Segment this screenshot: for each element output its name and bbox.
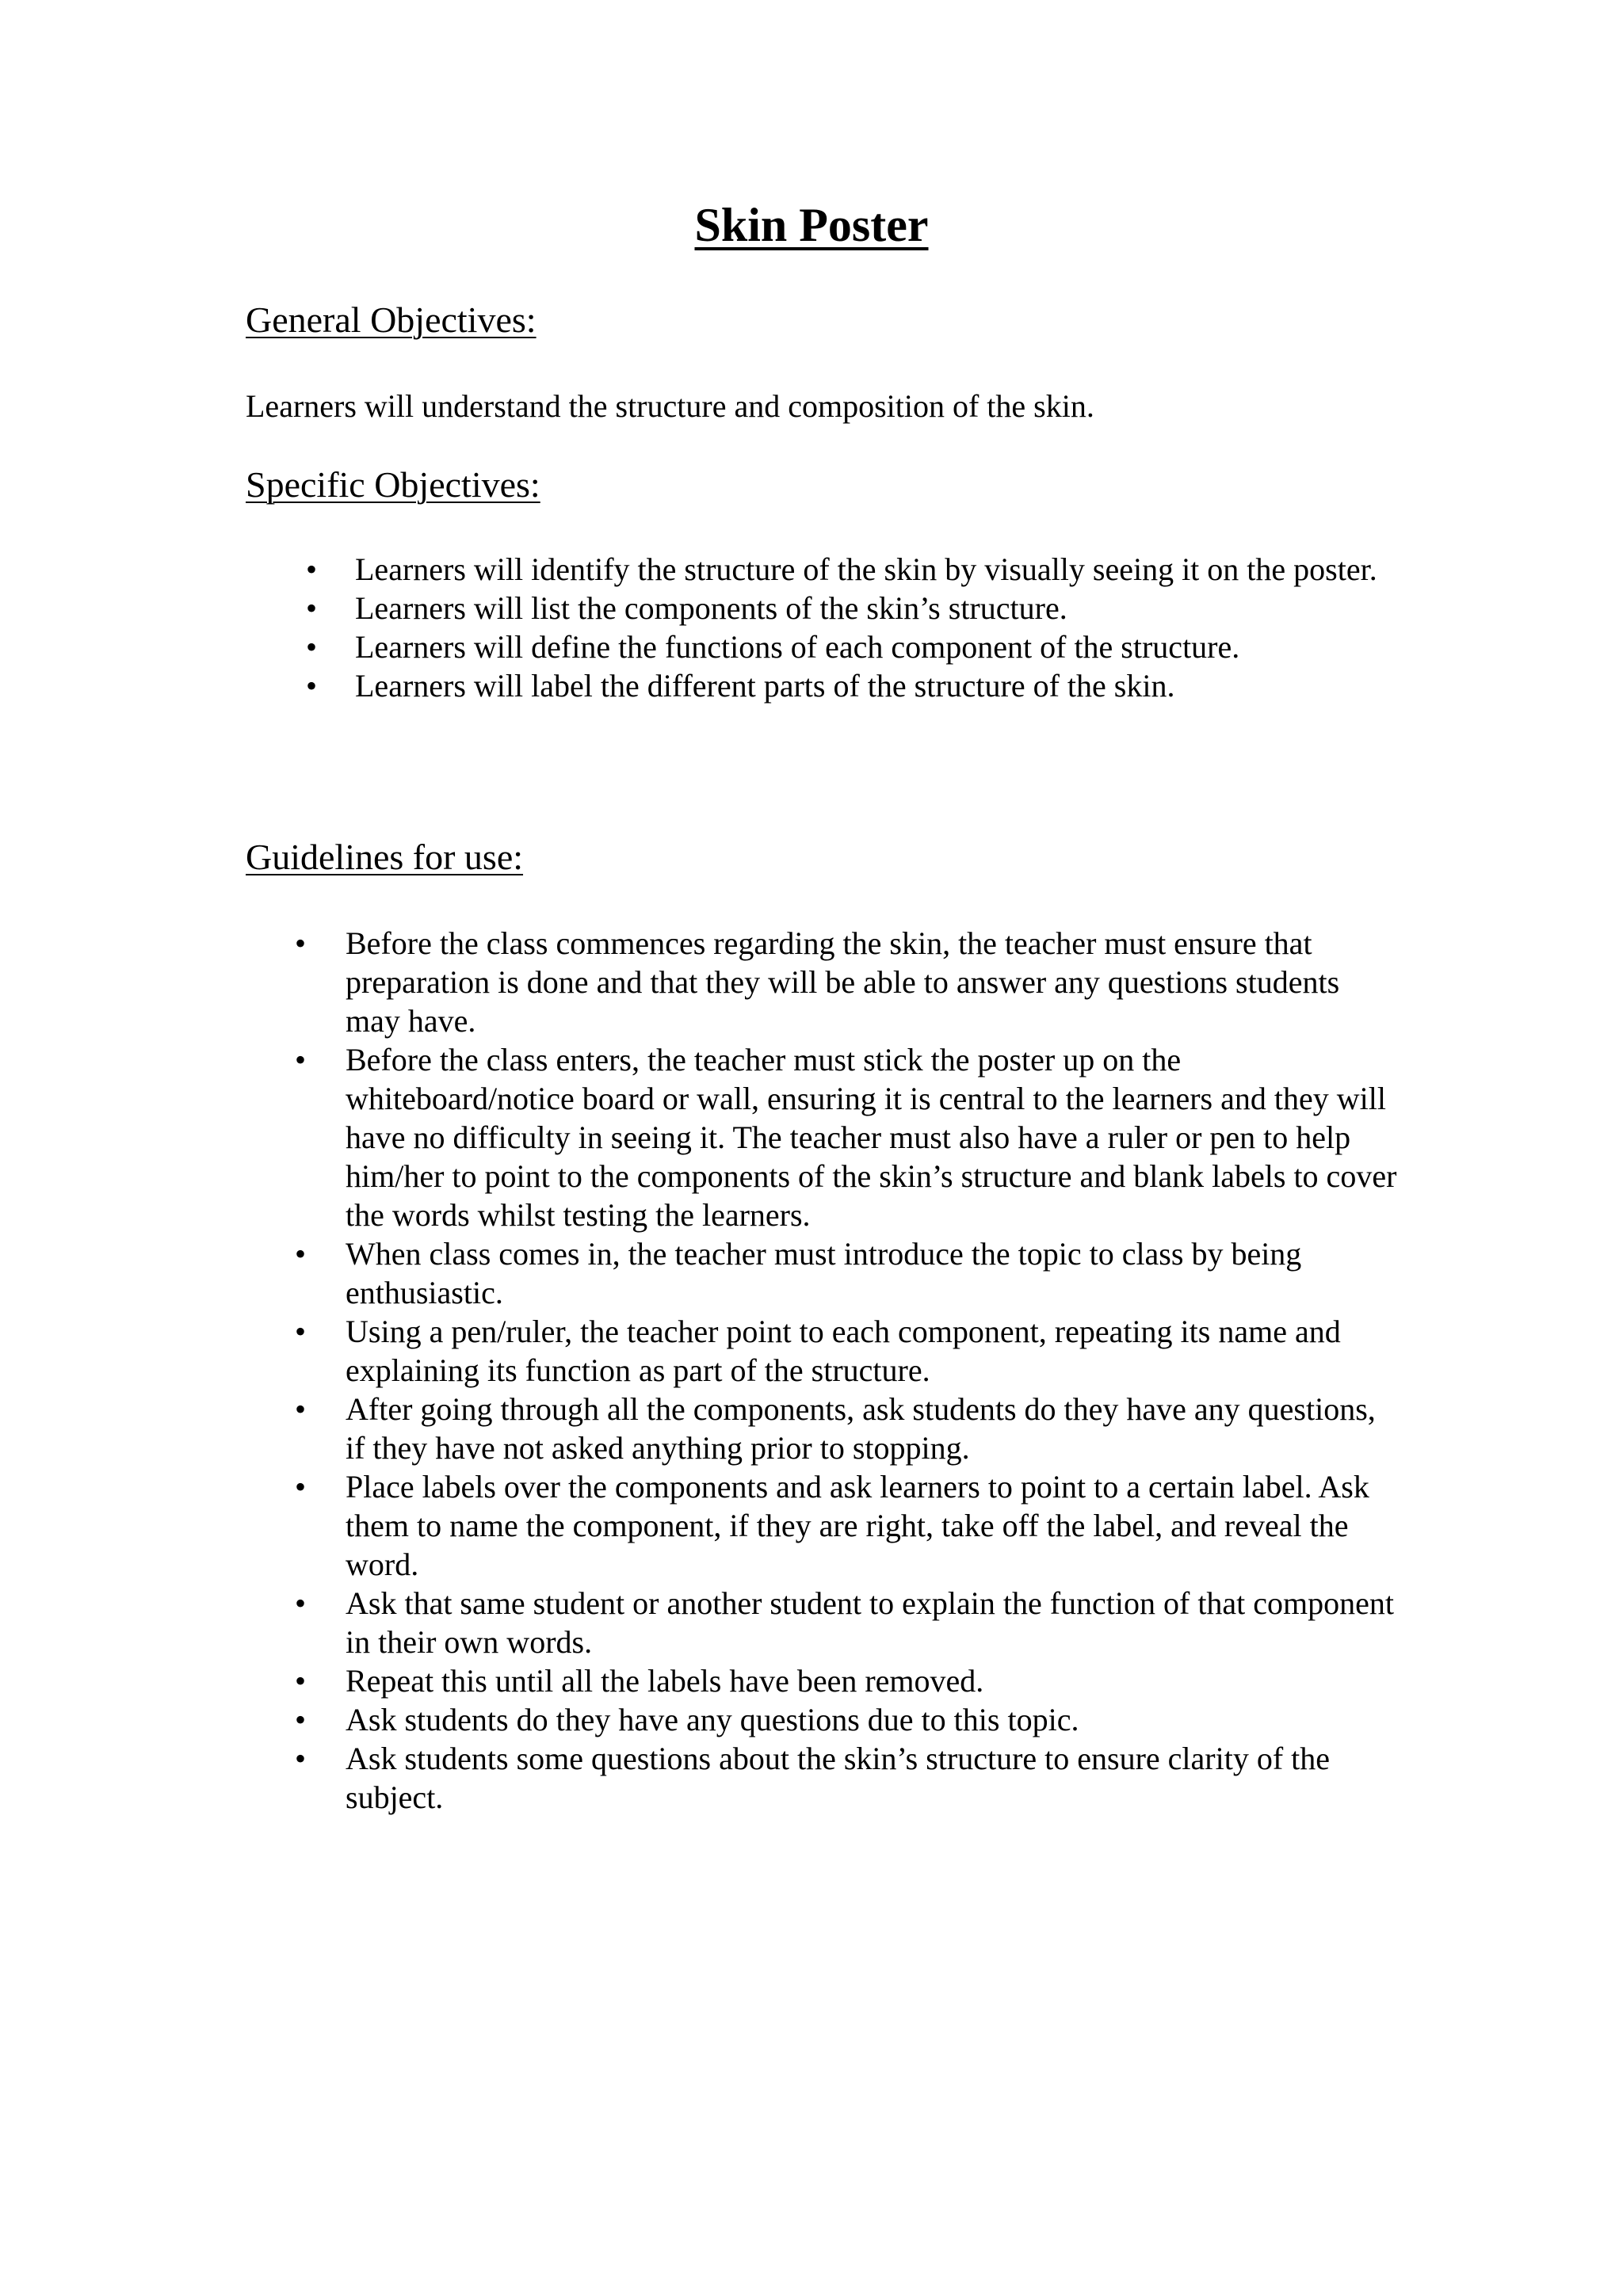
list-item-text: Learners will identify the structure of the skin by visually seeing it on the poster.	[355, 551, 1377, 587]
list-item	[295, 1312, 1400, 1390]
general-objectives-text: Learners will understand the structure and composition of the skin.	[246, 388, 1094, 424]
list-item	[295, 1661, 1400, 1700]
list-item-text: Learners will define the functions of each component of the structure.	[355, 629, 1240, 665]
bullet-icon: •	[295, 1236, 307, 1272]
list-item-text: When class comes in, the teacher must introduce the topic to class by being enthusiastic.	[346, 1236, 1302, 1310]
bullet-icon: •	[295, 1663, 307, 1699]
bullet-icon: •	[295, 1702, 307, 1737]
bullet-icon: •	[295, 1391, 307, 1427]
guidelines-list	[295, 924, 1400, 1817]
list-item	[295, 1040, 1400, 1234]
list-item	[295, 924, 1400, 1040]
bullet-icon: •	[306, 551, 318, 587]
list-item	[306, 666, 1385, 705]
bullet-icon: •	[295, 1585, 307, 1621]
specific-objectives-heading: Specific Objectives:	[246, 464, 540, 505]
list-item	[306, 627, 1385, 666]
list-item	[306, 589, 1385, 627]
list-item	[295, 1739, 1400, 1817]
list-item-text: Learners will list the components of the skin’s structure.	[355, 590, 1067, 626]
general-objectives-heading: General Objectives:	[246, 299, 537, 340]
list-item	[295, 1390, 1400, 1467]
guidelines-heading: Guidelines for use:	[246, 837, 524, 877]
list-item	[295, 1234, 1400, 1312]
list-item-text: Ask students some questions about the skin’s structure to ensure clarity of the subject.	[346, 1741, 1331, 1815]
bullet-icon: •	[295, 1314, 307, 1349]
bullet-icon: •	[295, 1469, 307, 1505]
bullet-icon: •	[295, 1042, 307, 1077]
list-item-text: Before the class commences regarding the skin, the teacher must ensure that preparation is done and that they will be able to answer any questions students may have.	[346, 925, 1340, 1039]
bullet-icon: •	[306, 629, 318, 665]
bullet-icon: •	[306, 590, 318, 626]
list-item-text: Using a pen/ruler, the teacher point to each component, repeating its name and explaining its function as part of the structure.	[346, 1314, 1341, 1388]
list-item-text: After going through all the components, ask students do they have any questions, if they have not asked anything prior to stopping.	[346, 1391, 1376, 1466]
specific-objectives-list	[306, 550, 1385, 705]
page-title: Skin Poster	[694, 199, 929, 251]
bullet-icon: •	[295, 1741, 307, 1776]
bullet-icon: •	[306, 668, 318, 704]
list-item-text: Before the class enters, the teacher must stick the poster up on the whiteboard/notice board or wall, ensuring it is central to the learners and they will have no difficulty in seeing it. The teacher must also have a ruler or pen to help him/her to point to the components of the skin’s structure and blank labels to cover the words whilst testing the learners.	[346, 1042, 1397, 1233]
list-item-text: Ask students do they have any questions due to this topic.	[346, 1702, 1079, 1737]
list-item-text: Place labels over the components and ask learners to point to a certain label. Ask them to name the component, if they are right, take off the label, and reveal the word.	[346, 1469, 1369, 1582]
list-item	[295, 1584, 1400, 1661]
bullet-icon: •	[295, 925, 307, 961]
list-item	[306, 550, 1385, 589]
list-item-text: Ask that same student or another student to explain the function of that component in their own words.	[346, 1585, 1395, 1660]
list-item	[295, 1467, 1400, 1584]
list-item	[295, 1700, 1400, 1739]
list-item-text: Repeat this until all the labels have been removed.	[346, 1663, 984, 1699]
list-item-text: Learners will label the different parts of the structure of the skin.	[355, 668, 1175, 704]
